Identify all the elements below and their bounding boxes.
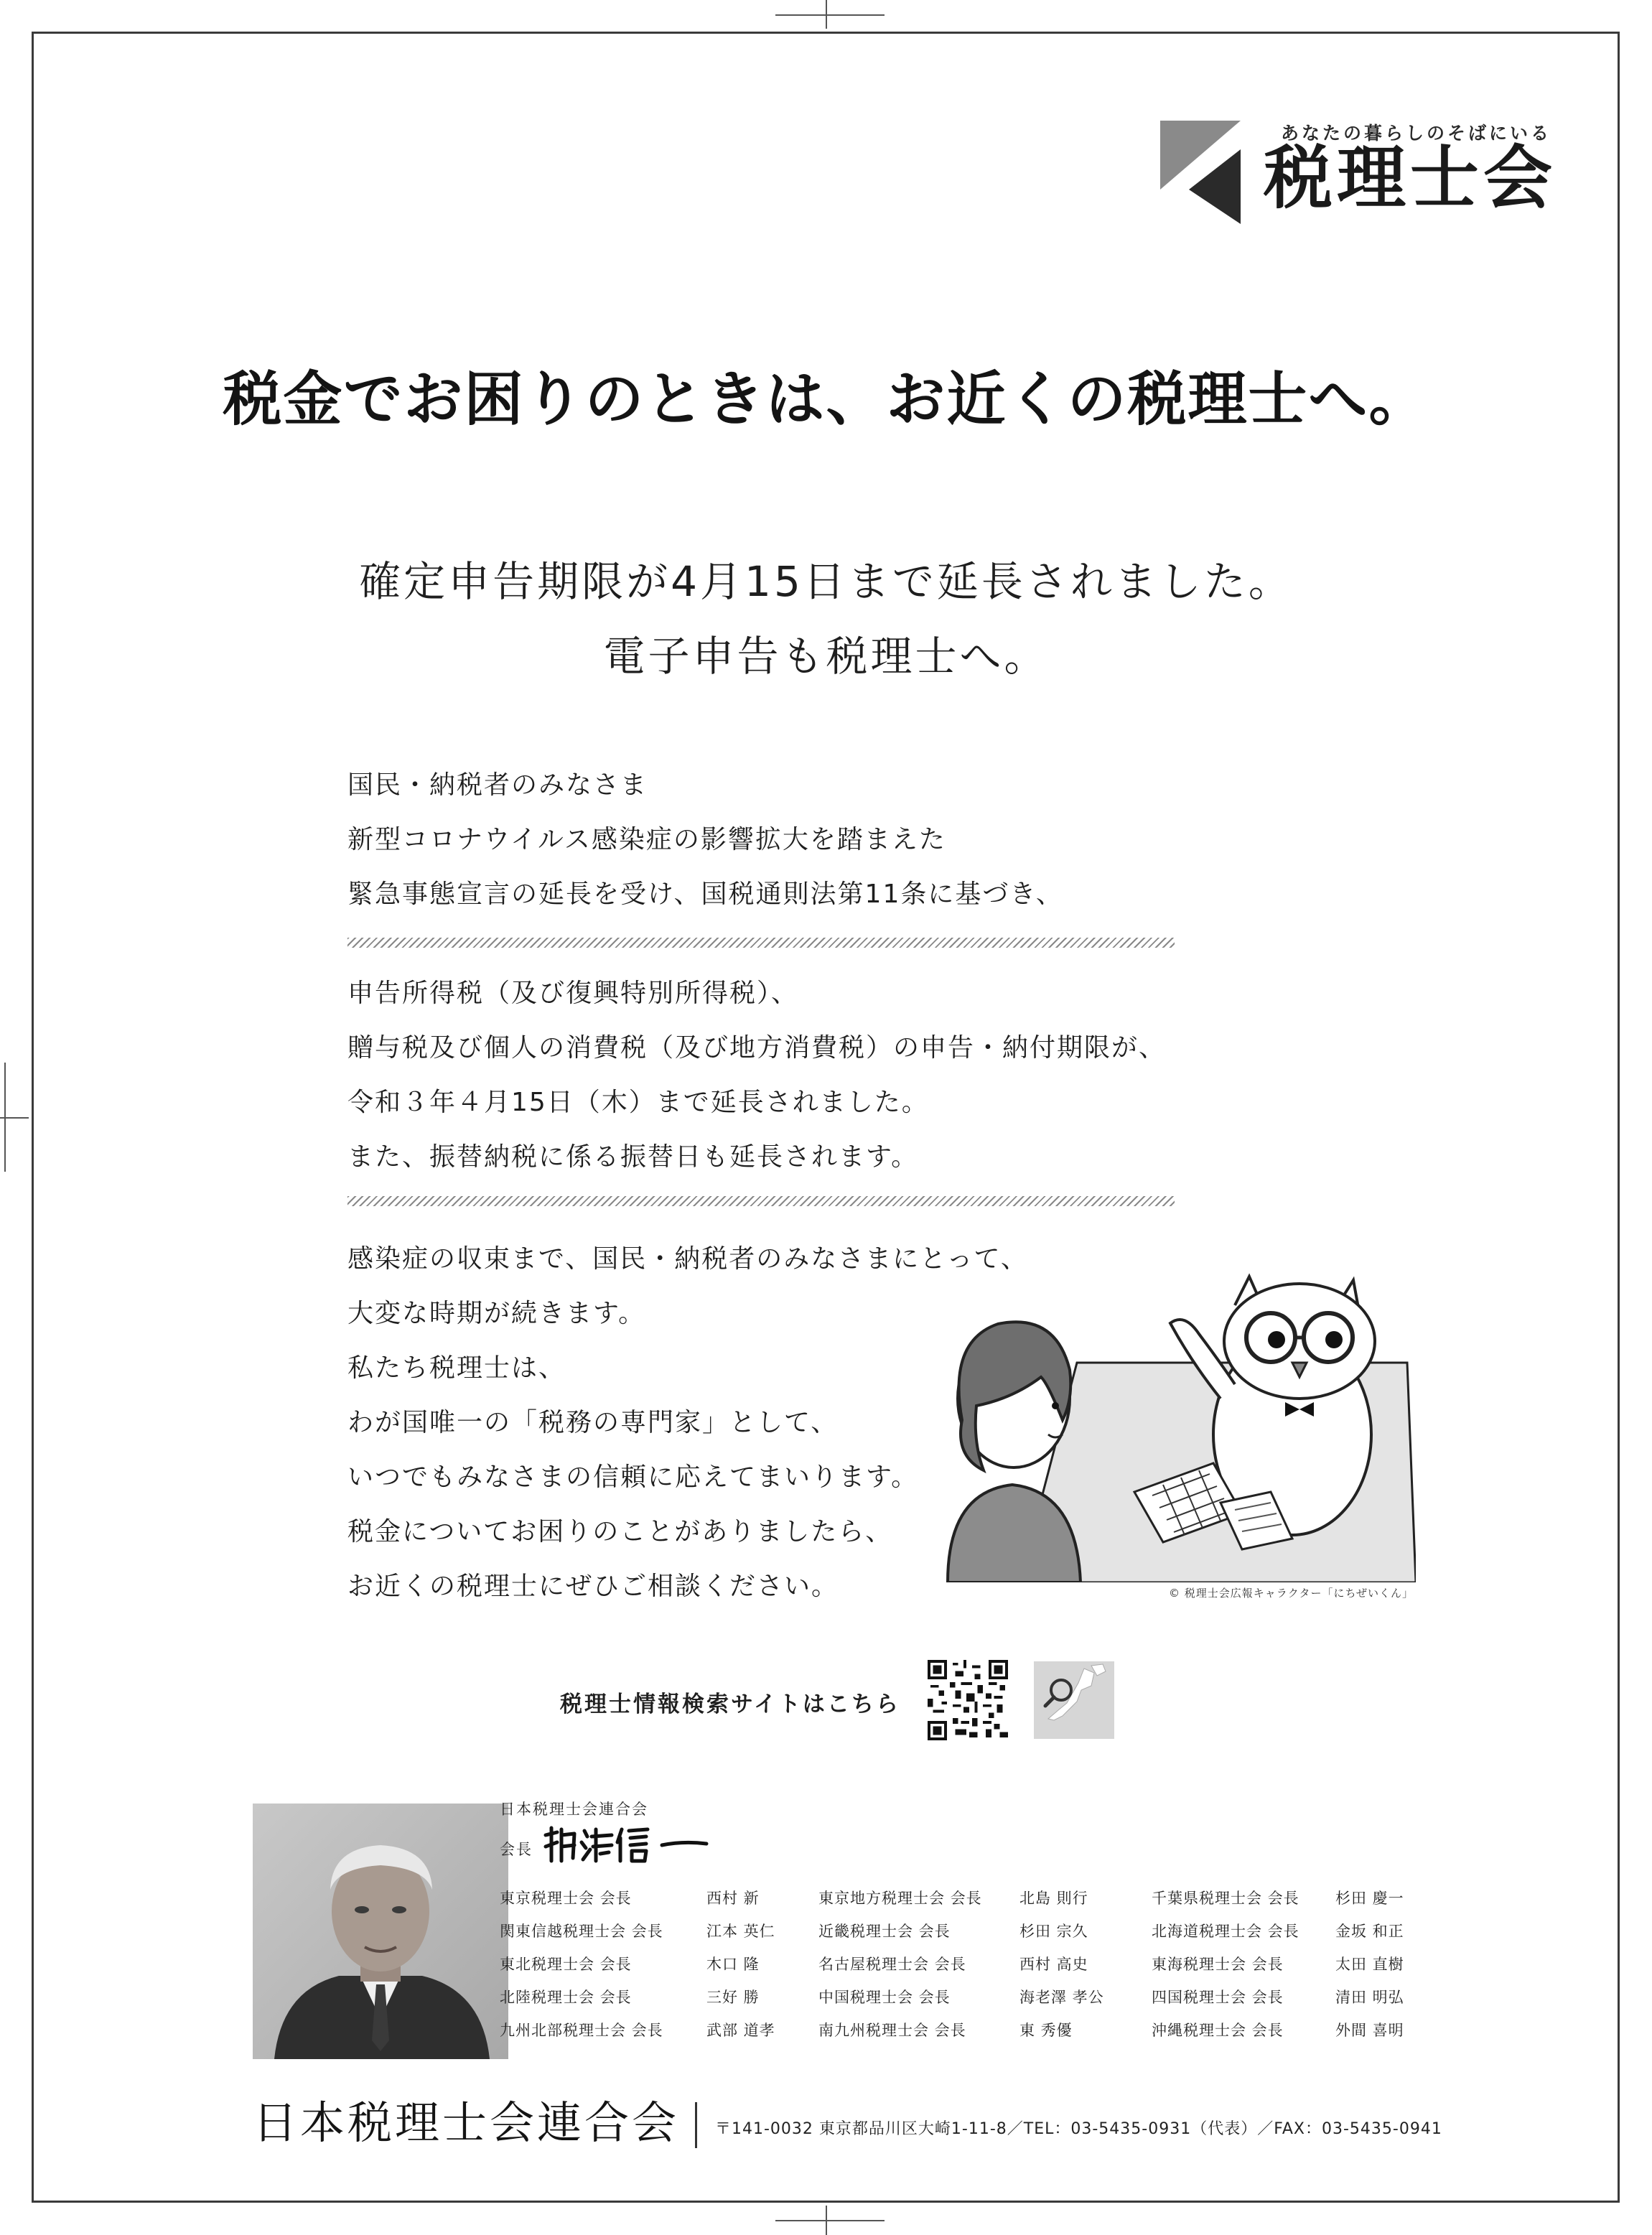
search-map-icon[interactable] (1034, 1661, 1114, 1739)
logo-mark-icon (1160, 121, 1241, 224)
body-section-2 (347, 966, 1166, 1185)
body-line: お近くの税理士にぜひご相談ください。 (347, 1572, 839, 1601)
roster-person: 西村 新 (706, 1890, 760, 1907)
roster-org: 近畿税理士会 会長 (818, 1923, 951, 1940)
roster-person: 西村 高史 (1019, 1956, 1088, 1973)
body-line: 税金についてお困りのことがありましたら、 (347, 1517, 893, 1546)
roster-org: 千葉県税理士会 会長 (1152, 1890, 1299, 1907)
subheadline-line-1: 確定申告期限が4月15日まで延長されました。 (359, 557, 1293, 606)
body-section-3 (347, 1232, 1028, 1614)
body-line: また、振替納税に係る振替日も延長されます。 (347, 1142, 919, 1172)
headline: 税金でお困りのときは、お近くの税理士へ。 (223, 365, 1429, 434)
roster-org: 東京税理士会 会長 (500, 1890, 632, 1907)
roster-person: 金坂 和正 (1335, 1923, 1404, 1940)
roster-person: 北島 則行 (1019, 1890, 1088, 1907)
roster-org: 東京地方税理士会 会長 (818, 1890, 982, 1907)
consultation-illustration (933, 1255, 1416, 1582)
roster-person: 木口 隆 (706, 1956, 760, 1973)
roster-person: 杉田 宗久 (1019, 1923, 1088, 1940)
body-line: 贈与税及び個人の消費税（及び地方消費税）の申告・納付期限が、 (347, 1033, 1167, 1063)
hatch-divider (347, 938, 1175, 948)
crop-mark-top-vertical (826, 0, 827, 29)
logo-tagline: あなたの暮らしのそばにいる (1281, 123, 1552, 144)
roster-person: 太田 直樹 (1335, 1956, 1404, 1973)
roster-org: 南九州税理士会 会長 (818, 2022, 966, 2039)
president-photo (253, 1804, 508, 2059)
roster-org: 沖縄税理士会 会長 (1152, 2022, 1284, 2039)
body-line: 大変な時期が続きます。 (347, 1299, 646, 1328)
roster-person: 外間 喜明 (1335, 2022, 1404, 2039)
subheadline-line-2: 電子申告も税理士へ。 (603, 632, 1049, 681)
body-line: 私たち税理士は、 (347, 1353, 566, 1383)
crop-mark-top (775, 14, 885, 16)
body-line: 令和３年４月15日（木）まで延長されました。 (347, 1088, 929, 1117)
footer-address: 〒141-0032 東京都品川区大崎1-11-8／TEL：03-5435-0931（代表）／FAX：03-5435-0941 (715, 2120, 1442, 2138)
roster-person: 江本 英仁 (706, 1923, 775, 1940)
footer-association-name: 日本税理士会連合会 (253, 2096, 680, 2149)
footer-divider (695, 2102, 697, 2148)
search-site-label: 税理士情報検索サイトはこちら (560, 1692, 900, 1717)
roster-org: 北陸税理士会 会長 (500, 1989, 632, 2006)
body-line: 緊急事態宣言の延長を受け、国税通則法第11条に基づき、 (347, 879, 1063, 909)
body-line: 国民・納税者のみなさま (347, 770, 648, 800)
roster-org: 関東信越税理士会 会長 (500, 1923, 663, 1940)
crop-mark-bottom (775, 2220, 885, 2221)
roster-org: 四国税理士会 会長 (1152, 1989, 1284, 2006)
logo-name: 税理士会 (1264, 138, 1557, 218)
roster-org: 中国税理士会 会長 (818, 1989, 951, 2006)
roster-person: 杉田 慶一 (1335, 1890, 1404, 1907)
roster-org: 名古屋税理士会 会長 (818, 1956, 966, 1973)
roster-org: 東北税理士会 会長 (500, 1956, 632, 1973)
roster-person: 海老澤 孝公 (1019, 1989, 1104, 2006)
body-line: 申告所得税（及び復興特別所得税）、 (347, 979, 799, 1008)
hatch-divider (347, 1196, 1175, 1206)
body-line: いつでもみなさまの信頼に応えてまいります。 (347, 1462, 919, 1492)
illustration-credit: © 税理士会広報キャラクター「にちぜいくん」 (1169, 1587, 1414, 1600)
qr-code-icon[interactable] (928, 1660, 1008, 1740)
roster-org: 東海税理士会 会長 (1152, 1956, 1284, 1973)
body-line: 感染症の収束まで、国民・納税者のみなさまにとって、 (347, 1244, 1028, 1274)
body-line: わが国唯一の「税務の専門家」として、 (347, 1408, 839, 1437)
roster-person: 三好 勝 (706, 1989, 760, 2006)
roster-person: 東 秀優 (1019, 2022, 1073, 2039)
roster-person: 清田 明弘 (1335, 1989, 1404, 2006)
roster-person: 武部 道孝 (706, 2022, 775, 2039)
body-line: 新型コロナウイルス感染症の影響拡大を踏まえた (347, 825, 946, 854)
president-signature (540, 1821, 712, 1867)
crop-mark-left-horizontal (0, 1117, 29, 1119)
president-title: 会長 (500, 1841, 533, 1858)
roster-org: 北海道税理士会 会長 (1152, 1923, 1299, 1940)
crop-mark-bottom-vertical (826, 2206, 827, 2235)
body-section-1 (347, 758, 1063, 922)
association-name: 日本税理士会連合会 (500, 1801, 648, 1818)
roster-org: 九州北部税理士会 会長 (500, 2022, 663, 2039)
